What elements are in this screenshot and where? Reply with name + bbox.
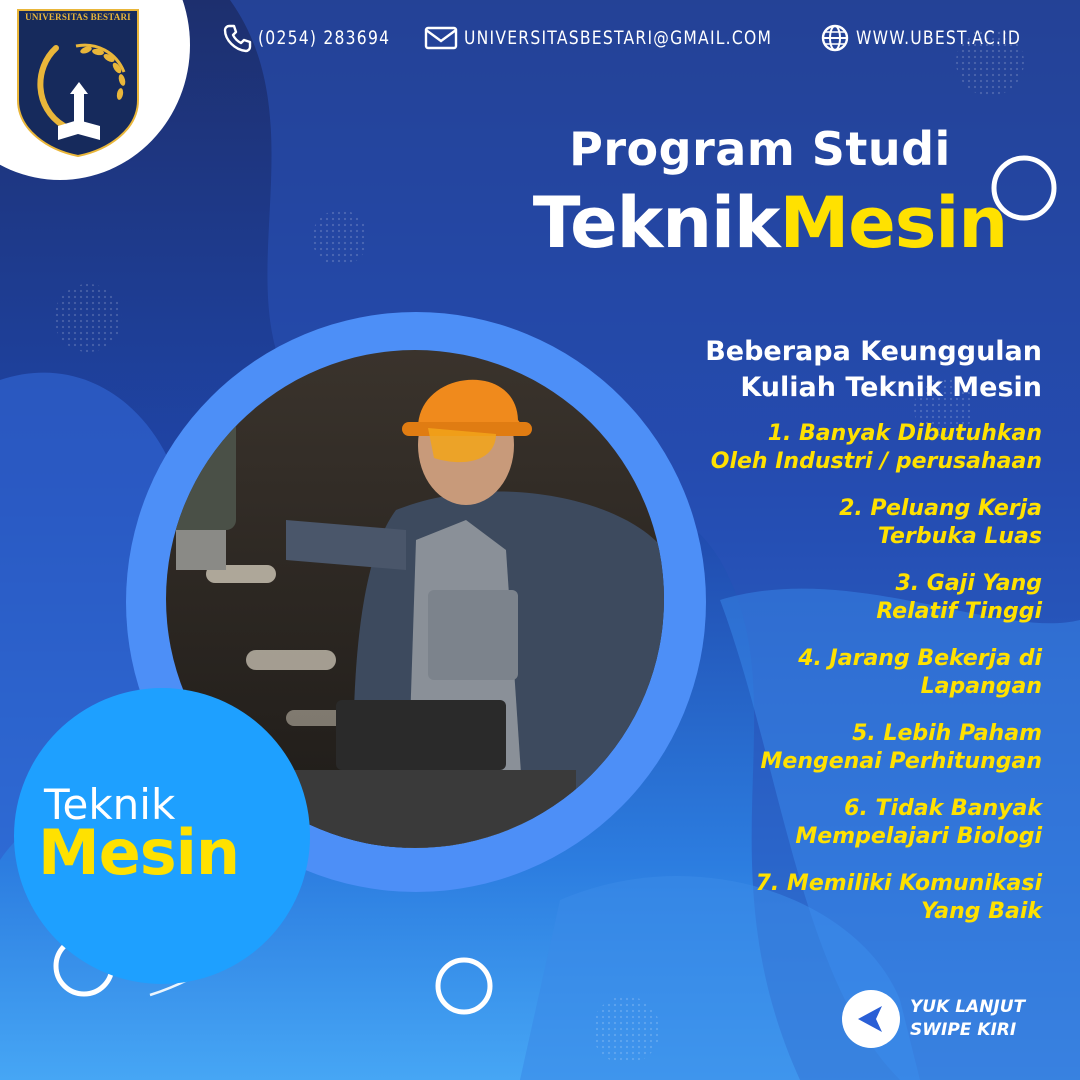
benefit-item: [622, 795, 1042, 851]
envelope-icon: [424, 23, 458, 53]
benefit-line: Terbuka Luas: [877, 524, 1042, 549]
benefit-item: [622, 870, 1042, 926]
benefit-line: 2. Peluang Kerja: [839, 496, 1042, 521]
benefit-item: [622, 570, 1042, 626]
benefit-line: 7. Memiliki Komunikasi: [755, 871, 1042, 896]
email-address: UNIVERSITASBESTARI@GMAIL.COM: [464, 27, 773, 49]
badge-label-bottom: Mesin: [38, 816, 240, 889]
benefit-item: [622, 495, 1042, 551]
benefit-line: Mengenai Perhitungan: [760, 749, 1042, 774]
swipe-line1: YUK LANJUT: [910, 997, 1026, 1017]
benefit-item: [622, 420, 1042, 476]
benefit-line: Yang Baik: [920, 899, 1042, 924]
program-name-white: Teknik: [532, 182, 780, 264]
benefits-heading: [622, 334, 1042, 406]
contact-website[interactable]: [820, 22, 1057, 54]
swipe-button[interactable]: [842, 990, 900, 1048]
program-name: [490, 182, 1050, 264]
benefits-list: [622, 420, 1042, 945]
arrow-left-icon: [842, 990, 900, 1048]
program-name-yellow: Mesin: [779, 182, 1008, 264]
benefits-heading-line2: Kuliah Teknik Mesin: [740, 372, 1042, 403]
globe-icon: [820, 23, 850, 53]
benefit-item: [622, 645, 1042, 701]
badge-label-top: Teknik: [44, 780, 176, 829]
benefit-line: 1. Banyak Dibutuhkan: [767, 421, 1042, 446]
swipe-hint: [910, 996, 1060, 1042]
contact-email[interactable]: [424, 22, 840, 54]
benefit-line: Relatif Tinggi: [876, 599, 1042, 624]
phone-number: (0254) 283694: [258, 27, 391, 49]
benefit-item: [622, 720, 1042, 776]
website-url: WWW.UBEST.AC.ID: [856, 27, 1022, 49]
benefit-line: Oleh Industri / perusahaan: [710, 449, 1042, 474]
phone-icon: [222, 23, 252, 53]
benefits-heading-line1: Beberapa Keunggulan: [705, 336, 1042, 367]
benefit-line: 4. Jarang Bekerja di: [798, 646, 1042, 671]
benefit-line: 5. Lebih Paham: [852, 721, 1042, 746]
benefit-line: 6. Tidak Banyak: [844, 796, 1042, 821]
contact-phone[interactable]: [222, 22, 419, 54]
benefit-line: 3. Gaji Yang: [895, 571, 1042, 596]
university-logo: [16, 8, 140, 158]
logo-text: UNIVERSITAS BESTARI: [25, 12, 131, 22]
benefit-line: Lapangan: [920, 674, 1042, 699]
program-title: Program Studi: [569, 122, 951, 176]
benefit-line: Mempelajari Biologi: [795, 824, 1042, 849]
swipe-line2: SWIPE KIRI: [910, 1020, 1017, 1040]
